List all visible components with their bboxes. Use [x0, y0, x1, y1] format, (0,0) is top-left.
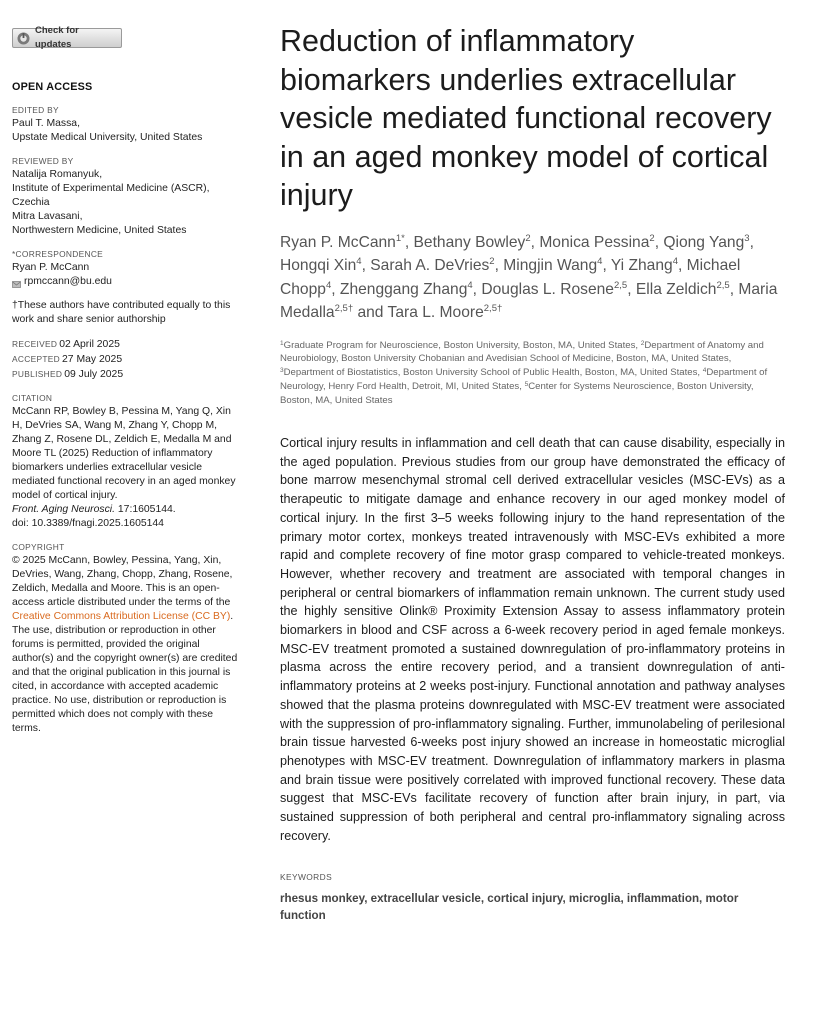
accepted-date: 27 May 2025 — [62, 354, 123, 365]
correspondence-name: Ryan P. McCann — [12, 262, 90, 273]
author-name: Bethany Bowley — [413, 233, 526, 251]
open-access-label: OPEN ACCESS — [12, 81, 93, 93]
affiliation-text: Department of Neurology, Henry Ford Health, Detroit, MI, United States, — [280, 367, 768, 393]
received-label: RECEIVED — [12, 339, 58, 349]
reviewer-line: Northwestern Medicine, United States — [12, 225, 187, 236]
license-link[interactable]: Creative Commons Attribution License (CC BY) — [12, 611, 231, 622]
author-name: Ryan P. McCann — [280, 233, 396, 251]
affiliation-text: Graduate Program for Neuroscience, Boston University, Boston, MA, United States, — [283, 339, 641, 351]
correspondence-label: *CORRESPONDENCE — [12, 249, 104, 259]
author-sup: 1* — [395, 232, 405, 244]
correspondence-email-row[interactable] — [12, 275, 244, 289]
author-sup: 4 — [356, 256, 362, 267]
author-sup: 4 — [325, 279, 332, 291]
copyright-rest: . The use, distribution or reproduction in other forums is permitted, provided the original author(s) and the copyright owner(s) are credited and that the original publication in this journal is cited, in accordance with accepted academic practice. No use, distribution or reproduction is permitted which does not comply with these terms. — [12, 611, 238, 734]
citation-journal: Front. Aging Neurosci. — [12, 504, 115, 515]
affiliation-sup: 5 — [524, 381, 529, 389]
article-info-sidebar — [12, 25, 244, 736]
check-for-updates-button[interactable] — [12, 25, 122, 50]
citation-label: CITATION — [12, 393, 53, 403]
author-sup: 2,5† — [334, 303, 354, 314]
article-main — [280, 22, 785, 924]
citation-volume: 17:1605144. — [115, 504, 176, 515]
author-name: Tara L. Moore — [387, 304, 484, 321]
author-sup: 2,5 — [716, 279, 730, 291]
author-sup: 2,5 — [613, 279, 628, 291]
affiliations — [280, 339, 785, 409]
reviewer-line: Mitra Lavasani, — [12, 211, 83, 222]
author-name: Yi Zhang — [610, 257, 673, 274]
copyright-label: COPYRIGHT — [12, 542, 65, 552]
citation-text: McCann RP, Bowley B, Pessina M, Yang Q, Xin H, DeVries SA, Wang M, Zhang Y, Chopp M, Zhang Z, Rosene DL, Zeldich E, Medalla M and Moore TL (2025) Reduction of inflammatory biomarkers underlies extracellular vesicle mediated functional recovery in an aged monkey model of cortical injury. — [12, 406, 236, 501]
author-name: Qiong Yang — [663, 233, 745, 251]
author-name: Ella Zeldich — [635, 280, 717, 298]
reviewed-by — [12, 168, 244, 238]
author-name: Monica Pessina — [539, 233, 650, 251]
author-sup: 4 — [672, 256, 678, 267]
check-for-updates-label: Check for updates — [35, 25, 79, 50]
author-name: Mingjin Wang — [503, 257, 598, 274]
correspondence-email[interactable]: rpmccann@bu.edu — [24, 276, 112, 287]
affiliation-sup: 2 — [640, 339, 645, 347]
affiliation-sup: 3 — [280, 367, 284, 375]
author-sup: 3 — [744, 232, 750, 244]
published-label: PUBLISHED — [12, 369, 63, 379]
affiliation-text: Center for Systems Neuroscience, Boston University, Boston, MA, United States — [280, 381, 754, 407]
authors-and: and — [357, 304, 384, 321]
citation — [12, 405, 244, 531]
edited-by — [12, 117, 244, 145]
citation-doi[interactable]: doi: 10.3389/fnagi.2025.1605144 — [12, 518, 164, 529]
published-date: 09 July 2025 — [64, 369, 124, 380]
received-date: 02 April 2025 — [59, 339, 120, 350]
abstract: Cortical injury results in inflammation and cell death that can cause disability, especially in the aged population. Previous studies from our group have demonstrated the efficacy of bone marrow mesenchymal stromal cell derived extracellular vesicles (MSC-EVs) as a therapeutic to mitigate damage and enhance recovery in our aged monkey model of cortical injury. In the first 3–5 weeks following injury to the hand representation of the primary motor cortex, monkeys treated intravenously with MSC-EVs exhibited a more rapid and complete recovery of fine motor grasp compared to vehicle-treated monkeys. However, whether recovery and treatment are associated with temporal changes in peripheral or central biomarkers of inflammation remain unknown. The current study used the highly sensitive Olink® Proximity Extension Assay to assess inflammatory protein biomarkers in blood and CSF across a 6-week recovery period in aged female monkeys. MSC-EV treatment promoted a sustained downregulation of pro-inflammatory proteins in plasma across the entire recovery period, and a transient downregulation of anti-inflammatory proteins at 2 weeks post-injury. Functional annotation and pathway analyses showed that the plasma proteins downregulated with MSC-EV treatment were associated with the suppression of pro-inflammatory signaling. Further, immunolabeling of perilesional brain tissue harvested 6-weeks post injury showed an increase in homeostatic microglial phenotypes with MSC-EV treatment. Downregulation of inflammatory markers in plasma and brain tissue were positively correlated with improved functional recovery. These data suggest that MSC-EVs facilitate recovery of function after brain injury, in part, via sustained suppression of both peripheral and central pro-inflammatory signaling across recovery. — [280, 436, 785, 843]
reviewed-by-label: REVIEWED BY — [12, 156, 74, 166]
reviewer-line: Institute of Experimental Medicine (ASCR), — [12, 183, 210, 194]
article-title: Reduction of inflammatory biomarkers underlies extracellular vesicle mediated functional recovery in an aged monkey model of cortical injury — [280, 24, 772, 212]
author-name: Maria Medalla — [280, 280, 778, 321]
editor-name: Paul T. Massa, — [12, 118, 80, 129]
author-name: Douglas L. Rosene — [481, 280, 614, 298]
author-sup: 2,5† — [483, 303, 503, 314]
copyright — [12, 554, 244, 736]
copyright-text: © 2025 McCann, Bowley, Pessina, Yang, Xin, DeVries, Wang, Zhang, Chopp, Zhang, Rosene, Zeldich, Medalla and Moore. This is an open-access article distributed under the terms of the — [12, 555, 233, 608]
editor-affiliation: Upstate Medical University, United States — [12, 132, 203, 143]
affiliation-sup: 1 — [280, 339, 284, 347]
affiliation-text: Department of Biostatistics, Boston University School of Public Health, Boston, MA, United States, — [283, 367, 703, 379]
reviewer-line: Natalija Romanyuk, — [12, 169, 103, 180]
affiliation-sup: 4 — [702, 367, 707, 375]
author-sup: 2 — [489, 256, 495, 267]
author-name: Hongqi Xin — [280, 257, 357, 274]
author-name: Zhenggang Zhang — [339, 280, 468, 298]
keywords-label: KEYWORDS — [280, 871, 333, 882]
correspondence — [12, 261, 244, 289]
author-sup: 4 — [597, 256, 603, 267]
update-badge-icon — [17, 32, 30, 45]
reviewer-line: Czechia — [12, 197, 50, 208]
author-sup: 2 — [649, 232, 655, 244]
accepted-label: ACCEPTED — [12, 354, 61, 364]
author-list: Ryan P. McCann$^{1*}$, Bethany Bowley$^2$, Monica Pessina$^2$, Qiong Yang$^3$, Hongqi Xin$^4$, Sarah A. DeVries$^2$, Mingjin Wang$^4$, Yi Zhang$^4$, Michael Chopp$^4$, Zhenggang Zhang$^4$, Douglas L. Rosene$^{2,5}$, Ella Zeldich$^{2,5}$, Maria Medalla$^{2,5\dagger}$ and Tara L. Moore$^{2,5\dagger}$ — [280, 232, 778, 321]
publication-dates — [12, 337, 244, 382]
keywords: rhesus monkey, extracellular vesicle, cortical injury, microglia, inflammation, motor function — [280, 891, 739, 922]
author-name: Sarah A. DeVries — [370, 257, 490, 274]
author-sup: 4 — [467, 279, 473, 291]
equal-contribution-note: †These authors have contributed equally to this work and share senior authorship — [12, 300, 231, 325]
affiliation-text: Department of Anatomy and Neurobiology, Boston University Chobanian and Avedisian School of Medicine, Boston, MA, United States, — [280, 339, 764, 365]
author-name: Michael Chopp — [280, 257, 741, 298]
mail-icon — [12, 279, 21, 286]
author-sup: 2 — [525, 232, 531, 244]
edited-by-label: EDITED BY — [12, 105, 59, 115]
